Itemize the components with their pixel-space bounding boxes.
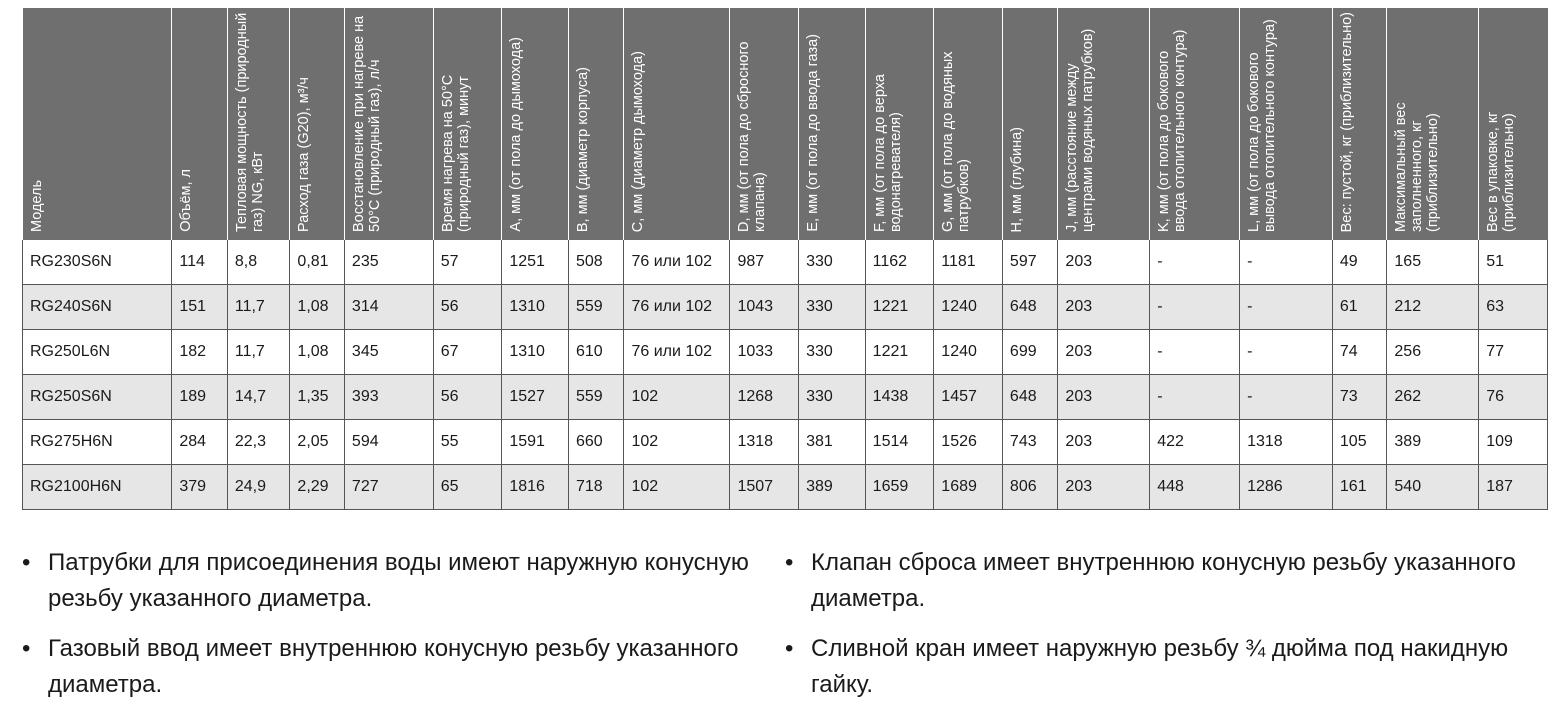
column-header-label: F, мм (от пола до верха водонагревателя) bbox=[871, 74, 904, 232]
model-cell: RG2100H6N bbox=[23, 465, 172, 510]
column-header bbox=[502, 8, 569, 240]
table-cell: 24,9 bbox=[227, 465, 290, 510]
table-cell: 559 bbox=[568, 285, 624, 330]
note-text: Сливной кран имеет наружную резьбу ¾ дюйма под накидную гайку. bbox=[811, 635, 1509, 698]
column-header bbox=[172, 8, 228, 240]
table-row bbox=[23, 420, 1548, 465]
column-header-label: A, мм (от пола до дымохода) bbox=[508, 37, 525, 232]
column-header bbox=[1387, 8, 1479, 240]
column-header-label: J, мм (расстояние между центрами водяных патрубков) bbox=[1064, 28, 1097, 232]
column-header-label: Вес: пустой, кг (приблизительно) bbox=[1338, 11, 1355, 232]
column-header bbox=[1058, 8, 1150, 240]
table-cell: 76 или 102 bbox=[624, 240, 730, 285]
table-cell: 1310 bbox=[502, 330, 569, 375]
table-cell: 1514 bbox=[865, 420, 934, 465]
table-cell: 1527 bbox=[502, 375, 569, 420]
table-cell: 314 bbox=[344, 285, 433, 330]
table-cell: 49 bbox=[1332, 240, 1387, 285]
column-header-label: Расход газа (G20), м³/ч bbox=[296, 77, 313, 232]
column-header bbox=[227, 8, 290, 240]
table-cell: 1659 bbox=[865, 465, 934, 510]
specifications-table bbox=[22, 8, 1548, 510]
table-cell: 1221 bbox=[865, 330, 934, 375]
table-cell: - bbox=[1150, 330, 1240, 375]
table-cell: 448 bbox=[1150, 465, 1240, 510]
table-cell: 256 bbox=[1387, 330, 1479, 375]
table-cell: 2,29 bbox=[290, 465, 345, 510]
column-header-label: Максимальный вес заполненного, кг (приблизительно) bbox=[1393, 102, 1442, 232]
table-cell: - bbox=[1240, 285, 1333, 330]
table-cell: 610 bbox=[568, 330, 624, 375]
table-cell: 540 bbox=[1387, 465, 1479, 510]
table-cell: 203 bbox=[1058, 465, 1150, 510]
table-cell: 182 bbox=[172, 330, 228, 375]
table-cell: 987 bbox=[730, 240, 799, 285]
note-text: Газовый ввод имеет внутреннюю конусную резьбу указанного диаметра. bbox=[48, 635, 739, 698]
table-body bbox=[23, 240, 1548, 510]
table-cell: 203 bbox=[1058, 240, 1150, 285]
column-header bbox=[568, 8, 624, 240]
bullet-icon: • bbox=[22, 635, 31, 662]
column-header-label: D, мм (от пола до сбросного клапана) bbox=[736, 41, 769, 232]
table-cell: 1,08 bbox=[290, 285, 345, 330]
column-header-label: E, мм (от пола до ввода газа) bbox=[805, 34, 822, 232]
table-cell: 597 bbox=[1002, 240, 1058, 285]
table-row bbox=[23, 465, 1548, 510]
table-cell: - bbox=[1150, 375, 1240, 420]
table-cell: 284 bbox=[172, 420, 228, 465]
table-cell: 1507 bbox=[730, 465, 799, 510]
table-cell: 393 bbox=[344, 375, 433, 420]
table-row bbox=[23, 375, 1548, 420]
column-header bbox=[1332, 8, 1387, 240]
table-cell: 56 bbox=[433, 285, 502, 330]
table-cell: 1318 bbox=[1240, 420, 1333, 465]
column-header bbox=[624, 8, 730, 240]
table-cell: 61 bbox=[1332, 285, 1387, 330]
table-cell: 2,05 bbox=[290, 420, 345, 465]
table-cell: 1,08 bbox=[290, 330, 345, 375]
table-cell: 55 bbox=[433, 420, 502, 465]
table-cell: 559 bbox=[568, 375, 624, 420]
table-cell: 1181 bbox=[934, 240, 1003, 285]
column-header bbox=[433, 8, 502, 240]
table-cell: 345 bbox=[344, 330, 433, 375]
column-header-label: C, мм (диаметр дымохода) bbox=[630, 50, 647, 232]
column-header-label: G, мм (от пола до водяных патрубков) bbox=[940, 51, 973, 232]
column-header bbox=[1002, 8, 1058, 240]
table-cell: 594 bbox=[344, 420, 433, 465]
column-header-label: Восстановление при нагреве на 50°C (природный газ), л/ч bbox=[350, 15, 383, 232]
column-header bbox=[1240, 8, 1333, 240]
table-cell: 56 bbox=[433, 375, 502, 420]
table-cell: 330 bbox=[799, 330, 866, 375]
table-cell: 74 bbox=[1332, 330, 1387, 375]
table-cell: 330 bbox=[799, 375, 866, 420]
table-cell: 203 bbox=[1058, 420, 1150, 465]
column-header bbox=[344, 8, 433, 240]
table-cell: 1318 bbox=[730, 420, 799, 465]
table-cell: 189 bbox=[172, 375, 228, 420]
note-item bbox=[22, 631, 785, 703]
model-cell: RG250S6N bbox=[23, 375, 172, 420]
table-cell: 1221 bbox=[865, 285, 934, 330]
table-cell: 11,7 bbox=[227, 285, 290, 330]
table-cell: - bbox=[1150, 240, 1240, 285]
table-cell: 203 bbox=[1058, 330, 1150, 375]
table-cell: 14,7 bbox=[227, 375, 290, 420]
table-cell: 1438 bbox=[865, 375, 934, 420]
note-text: Клапан сброса имеет внутреннюю конусную резьбу указанного диаметра. bbox=[811, 549, 1516, 612]
table-cell: 73 bbox=[1332, 375, 1387, 420]
notes-right-column bbox=[785, 545, 1548, 717]
table-cell: 648 bbox=[1002, 375, 1058, 420]
column-header-label: L, мм (от пола до бокового вывода отопительного контура) bbox=[1246, 19, 1279, 232]
model-cell: RG230S6N bbox=[23, 240, 172, 285]
table-cell: 330 bbox=[799, 240, 866, 285]
column-header bbox=[865, 8, 934, 240]
table-cell: 381 bbox=[799, 420, 866, 465]
table-cell: 648 bbox=[1002, 285, 1058, 330]
table-cell: 660 bbox=[568, 420, 624, 465]
table-cell: 389 bbox=[799, 465, 866, 510]
table-cell: 102 bbox=[624, 420, 730, 465]
table-row bbox=[23, 330, 1548, 375]
table-cell: 1251 bbox=[502, 240, 569, 285]
table-cell: 102 bbox=[624, 465, 730, 510]
table-cell: 51 bbox=[1479, 240, 1548, 285]
table-cell: 508 bbox=[568, 240, 624, 285]
bullet-icon: • bbox=[22, 549, 31, 576]
table-cell: 212 bbox=[1387, 285, 1479, 330]
table-cell: 1240 bbox=[934, 330, 1003, 375]
table-cell: 65 bbox=[433, 465, 502, 510]
table-cell: 151 bbox=[172, 285, 228, 330]
table-cell: 67 bbox=[433, 330, 502, 375]
table-cell: 718 bbox=[568, 465, 624, 510]
table-cell: 11,7 bbox=[227, 330, 290, 375]
table-cell: 389 bbox=[1387, 420, 1479, 465]
table-cell: 22,3 bbox=[227, 420, 290, 465]
table-cell: 109 bbox=[1479, 420, 1548, 465]
table-cell: 330 bbox=[799, 285, 866, 330]
table-cell: 63 bbox=[1479, 285, 1548, 330]
notes-section bbox=[22, 545, 1548, 717]
note-item bbox=[785, 545, 1548, 617]
note-item bbox=[22, 545, 785, 617]
notes-left-column bbox=[22, 545, 785, 717]
table-cell: 1816 bbox=[502, 465, 569, 510]
column-header-label: Модель bbox=[28, 179, 45, 232]
note-text: Патрубки для присоединения воды имеют наружную конусную резьбу указанного диаметра. bbox=[48, 549, 749, 612]
column-header-label: Объём, л bbox=[178, 169, 195, 232]
table-cell: - bbox=[1240, 330, 1333, 375]
table-cell: 77 bbox=[1479, 330, 1548, 375]
column-header-label: B, мм (диаметр корпуса) bbox=[574, 66, 591, 232]
table-cell: 76 или 102 bbox=[624, 285, 730, 330]
column-header bbox=[23, 8, 172, 240]
column-header bbox=[730, 8, 799, 240]
column-header bbox=[1479, 8, 1548, 240]
note-item bbox=[785, 631, 1548, 703]
table-cell: 422 bbox=[1150, 420, 1240, 465]
table-cell: 1043 bbox=[730, 285, 799, 330]
table-cell: 1240 bbox=[934, 285, 1003, 330]
model-cell: RG275H6N bbox=[23, 420, 172, 465]
table-cell: 76 или 102 bbox=[624, 330, 730, 375]
table-row bbox=[23, 240, 1548, 285]
table-cell: 727 bbox=[344, 465, 433, 510]
table-row bbox=[23, 285, 1548, 330]
model-cell: RG250L6N bbox=[23, 330, 172, 375]
table-cell: 161 bbox=[1332, 465, 1387, 510]
table-cell: - bbox=[1240, 375, 1333, 420]
table-cell: 1268 bbox=[730, 375, 799, 420]
table-cell: 262 bbox=[1387, 375, 1479, 420]
table-cell: 1162 bbox=[865, 240, 934, 285]
table-cell: 1,35 bbox=[290, 375, 345, 420]
column-header bbox=[290, 8, 345, 240]
column-header-label: K, мм (от пола до бокового ввода отопительного контура) bbox=[1156, 29, 1189, 232]
table-cell: 1310 bbox=[502, 285, 569, 330]
table-header-row bbox=[23, 8, 1548, 240]
table-cell: 1591 bbox=[502, 420, 569, 465]
column-header-label: H, мм (глубина) bbox=[1008, 126, 1025, 232]
table-cell: 743 bbox=[1002, 420, 1058, 465]
table-cell: 1033 bbox=[730, 330, 799, 375]
column-header bbox=[934, 8, 1003, 240]
table-cell: 806 bbox=[1002, 465, 1058, 510]
table-cell: 1689 bbox=[934, 465, 1003, 510]
table-cell: 102 bbox=[624, 375, 730, 420]
table-cell: 57 bbox=[433, 240, 502, 285]
column-header bbox=[799, 8, 866, 240]
table-cell: 1286 bbox=[1240, 465, 1333, 510]
column-header bbox=[1150, 8, 1240, 240]
table-cell: 235 bbox=[344, 240, 433, 285]
table-cell: 105 bbox=[1332, 420, 1387, 465]
bullet-icon: • bbox=[785, 635, 794, 662]
table-cell: 1457 bbox=[934, 375, 1003, 420]
model-cell: RG240S6N bbox=[23, 285, 172, 330]
bullet-icon: • bbox=[785, 549, 794, 576]
table-cell: - bbox=[1240, 240, 1333, 285]
table-cell: 699 bbox=[1002, 330, 1058, 375]
column-header-label: Тепловая мощность (природный газ) NG, кВт bbox=[233, 12, 266, 232]
table-cell: 203 bbox=[1058, 285, 1150, 330]
table-cell: 76 bbox=[1479, 375, 1548, 420]
column-header-label: Время нагрева на 50°C (природный газ), минут bbox=[439, 74, 472, 232]
table-cell: 379 bbox=[172, 465, 228, 510]
table-cell: 203 bbox=[1058, 375, 1150, 420]
table-cell: 187 bbox=[1479, 465, 1548, 510]
table-cell: - bbox=[1150, 285, 1240, 330]
column-header-label: Вес в упаковке, кг (приблизительно) bbox=[1485, 111, 1518, 232]
table-cell: 0,81 bbox=[290, 240, 345, 285]
table-cell: 1526 bbox=[934, 420, 1003, 465]
table-cell: 165 bbox=[1387, 240, 1479, 285]
table-cell: 114 bbox=[172, 240, 228, 285]
table-cell: 8,8 bbox=[227, 240, 290, 285]
